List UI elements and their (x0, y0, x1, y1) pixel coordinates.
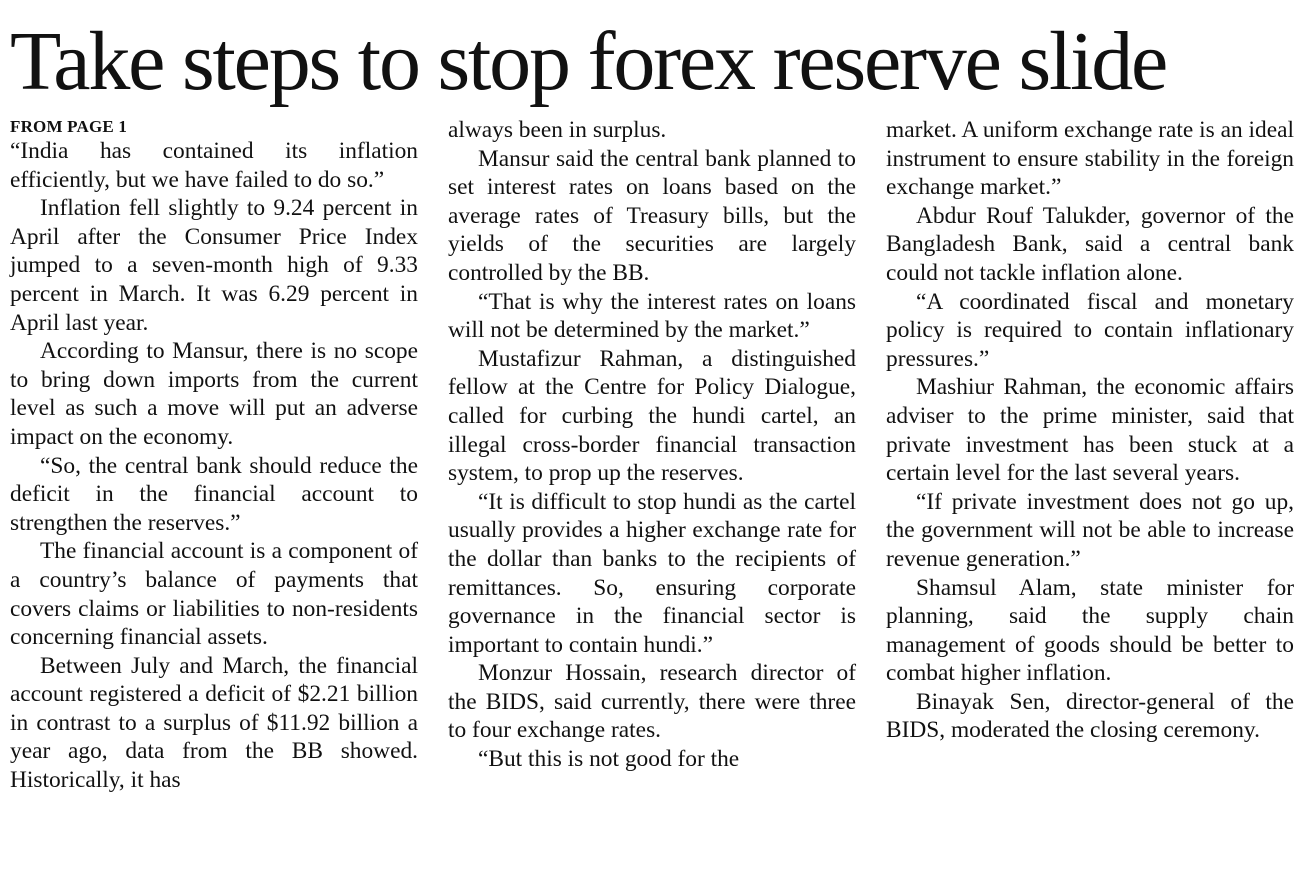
paragraph: Mansur said the central bank planned to set interest rates on loans based on the average rates of Treasury bills, but the yields of the securities are largely controlled by the BB. (448, 145, 856, 286)
paragraph: “A coordinated fiscal and monetary policy is required to contain inflationary pressures.” (886, 288, 1294, 372)
paragraph: “That is why the interest rates on loans will not be determined by the market.” (448, 288, 856, 344)
paragraph: Mustafizur Rahman, a distinguished fellow at the Centre for Policy Dialogue, called for curbing the hundi cartel, an illegal cross-border financial transaction system, to prop up the reserves. (448, 345, 856, 487)
article-column-2 (448, 116, 856, 774)
paragraph: “It is difficult to stop hundi as the cartel usually provides a higher exchange rate for the dollar than banks to the recipients of remittances. So, ensuring corporate governance in the financial sector is important to contain hundi.” (448, 488, 856, 658)
paragraph: Mashiur Rahman, the economic affairs adviser to the prime minister, said that private investment has been stuck at a certain level for the last several years. (886, 374, 1294, 487)
paragraph: market. A uniform exchange rate is an ideal instrument to ensure stability in the foreign exchange market.” (886, 117, 1294, 201)
paragraph: “So, the central bank should reduce the deficit in the financial account to strengthen the reserves.” (10, 452, 418, 536)
paragraph: Abdur Rouf Talukder, governor of the Bangladesh Bank, said a central bank could not tackle inflation alone. (886, 202, 1294, 286)
article-column-3 (886, 116, 1294, 745)
headline: Take steps to stop forex reserve slide (10, 15, 1167, 108)
paragraph: “If private investment does not go up, the government will not be able to increase revenue generation.” (886, 488, 1294, 572)
paragraph: The financial account is a component of a country’s balance of payments that covers claims or liabilities to non-residents concerning financial assets. (10, 538, 418, 651)
kicker: FROM PAGE 1 (10, 117, 128, 136)
paragraph: “India has contained its inflation efficiently, but we have failed to do so.” (10, 138, 418, 193)
paragraph: Binayak Sen, director-general of the BIDS, moderated the closing ceremony. (886, 688, 1294, 744)
paragraph: Between July and March, the financial account registered a deficit of $2.21 billion in contrast to a surplus of $11.92 billion a year ago, data from the BB showed. Historically, it has (10, 652, 418, 794)
paragraph: always been in surplus. (448, 117, 667, 143)
paragraph: “But this is not good for the (478, 746, 740, 773)
paragraph: Inflation fell slightly to 9.24 percent in April after the Consumer Price Index jumped to a seven-month high of 9.33 percent in March. It was 6.29 percent in April last year. (10, 195, 418, 336)
paragraph: According to Mansur, there is no scope to bring down imports from the current level as such a move will put an adverse impact on the economy. (10, 338, 418, 450)
article-column-1 (10, 117, 418, 795)
paragraph: Shamsul Alam, state minister for planning, said the supply chain management of goods should be better to combat higher inflation. (886, 574, 1294, 687)
paragraph: Monzur Hossain, research director of the BIDS, said currently, there were three to four exchange rates. (448, 660, 856, 744)
